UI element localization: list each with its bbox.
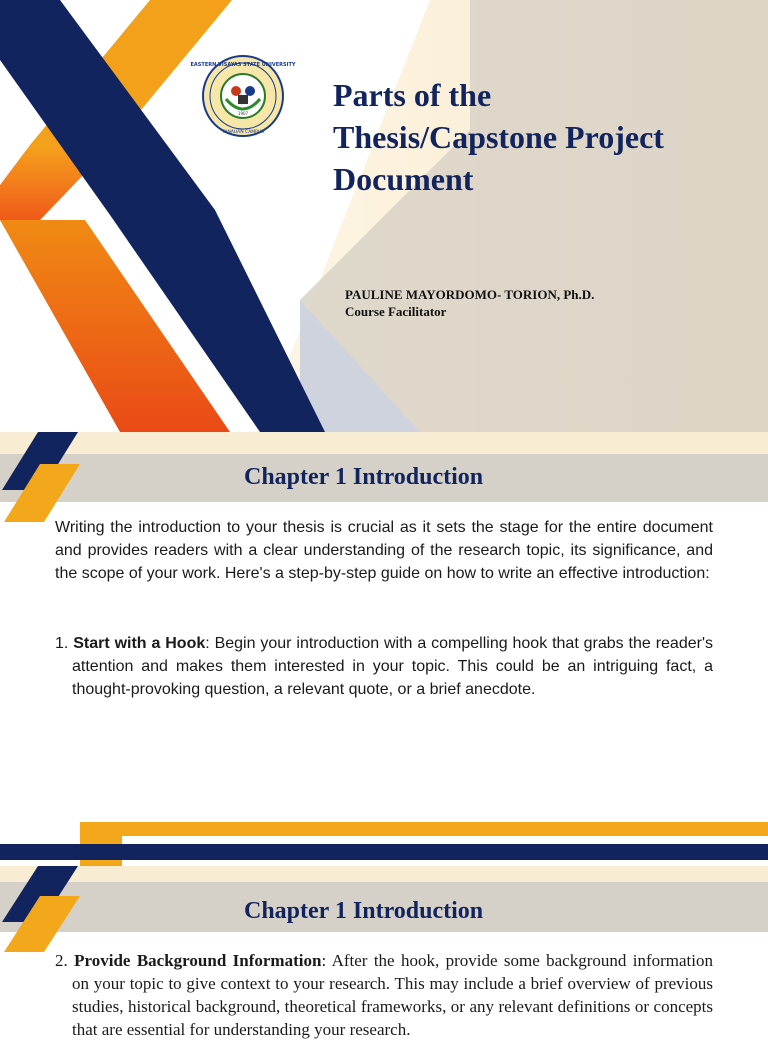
list-term: Start with a Hook	[73, 635, 206, 652]
title-line-2: Thesis/Capstone Project	[333, 119, 664, 155]
svg-text:1907: 1907	[237, 111, 249, 116]
svg-text:TANAUAN CAMPUS: TANAUAN CAMPUS	[221, 130, 265, 135]
slide-header-decoration	[0, 822, 768, 962]
list-text: : Begin your introduction with a compelling hook that grabs the reader's attention and makes them interested in your topic. This could be an intriguing fact, a thought-provoking question, a relevant quote, or a brief anecdote.	[72, 635, 713, 698]
chapter-heading: Chapter 1 Introduction	[244, 898, 484, 924]
presenter-role: Course Facilitator	[345, 304, 447, 319]
chapter-heading: Chapter 1 Introduction	[244, 464, 484, 490]
title-slide	[0, 0, 768, 432]
presenter-name: PAULINE MAYORDOMO- TORION, Ph.D.	[345, 287, 595, 302]
title-line-3: Document	[333, 161, 474, 197]
list-item-1	[55, 632, 713, 701]
presenter-block	[345, 286, 594, 320]
list-number: 2.	[55, 951, 68, 970]
title-slide-background	[0, 0, 768, 432]
intro-paragraph: Writing the introduction to your thesis is crucial as it sets the stage for the entire document and provides readers with a clear understanding of the research topic, its significance, and the scope of your work. Here's a step-by-step guide on how to write an effective introduction:	[55, 519, 713, 582]
list-term: Provide Background Information	[74, 951, 322, 970]
presentation-title	[333, 74, 753, 200]
list-item-2	[55, 949, 713, 1041]
university-seal-icon	[190, 55, 296, 137]
title-line-1: Parts of the	[333, 77, 492, 113]
list-text: : After the hook, provide some background information on your topic to give context to your research. This may include a brief overview of previous studies, historical background, theoretical frameworks, or any relevant definitions or concepts that are essential for understanding your research.	[72, 951, 714, 1039]
list-number: 1.	[55, 635, 69, 652]
svg-text:EASTERN VISAYAS STATE UNIVERSI: EASTERN VISAYAS STATE UNIVERSITY	[190, 62, 296, 68]
content-slide-1	[0, 432, 768, 822]
content-slide-2	[0, 822, 768, 1039]
